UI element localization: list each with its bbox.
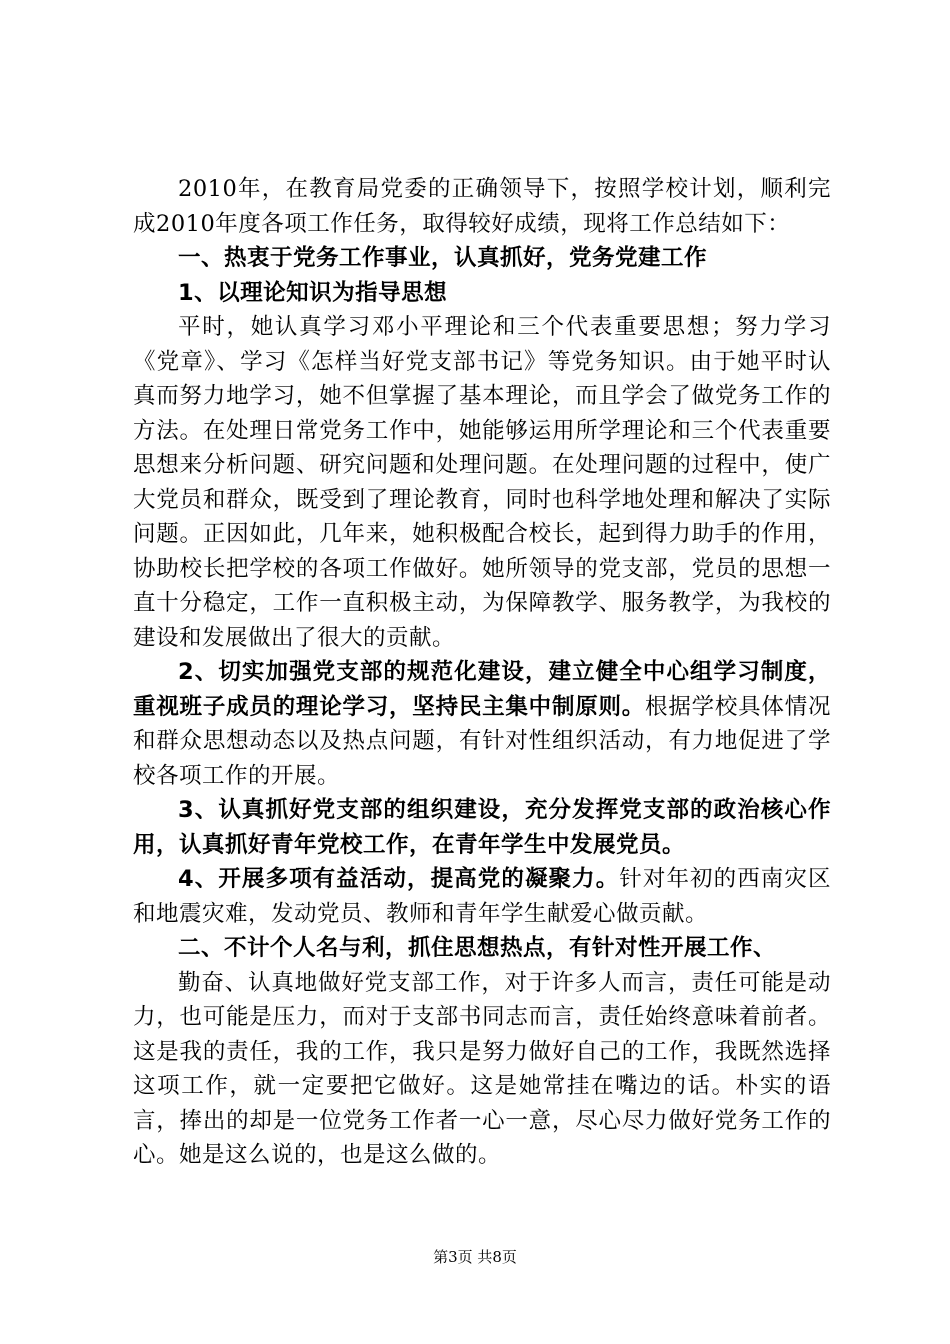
item-2-body: 根据学校具体情况和群众思想动态以及热点问题，有针对性组织活动，有力地促进了学校各项工作的开展。: [133, 693, 831, 789]
section-2-heading: 二、不计个人名与利，抓住思想热点，有针对性开展工作、: [178, 935, 777, 961]
document-body: [133, 172, 831, 1173]
item-3-bold-lead: 3、认真抓好党支部的组织建设，充分发挥党支部的政治核心作用，认真抓好青年党校工作，在青年学生中发展党员。: [133, 797, 831, 858]
item-1-heading: 1、以理论知识为指导思想: [178, 279, 448, 306]
section-1-heading: 一、热衷于党务工作事业，认真抓好，党务党建工作: [178, 245, 708, 271]
page-footer: 第3页 共8页: [433, 1248, 517, 1266]
intro-paragraph: 2010年，在教育局党委的正确领导下，按照学校计划，顺利完成2010年度各项工作任务，取得较好成绩，现将工作总结如下：: [133, 176, 831, 237]
item-2-bold-lead: 2、切实加强党支部的规范化建设，建立健全中心组学习制度，重视班子成员的理论学习，坚持民主集中制原则。: [133, 659, 831, 720]
item-1-paragraph: 平时，她认真学习邓小平理论和三个代表重要思想；努力学习《党章》、学习《怎样当好党支部书记》等党务知识。由于她平时认真而努力地学习，她不但掌握了基本理论，而且学会了做党务工作的方法。在处理日常党务工作中，她能够运用所学理论和三个代表重要思想来分析问题、研究问题和处理问题。在处理问题的过程中，使广大党员和群众，既受到了理论教育，同时也科学地处理和解决了实际问题。正因如此，几年来，她积极配合校长，起到得力助手的作用，协助校长把学校的各项工作做好。她所领导的党支部，党员的思想一直十分稳定，工作一直积极主动，为保障教学、服务教学，为我校的建设和发展做出了很大的贡献。: [133, 314, 831, 651]
section-2-paragraph: 勤奋、认真地做好党支部工作，对于许多人而言，责任可能是动力，也可能是压力，而对于支部书同志而言，责任始终意味着前者。这是我的责任，我的工作，我只是努力做好自己的工作，我既然选择这项工作，就一定要把它做好。这是她常挂在嘴边的话。朴实的语言，捧出的却是一位党务工作者一心一意，尽心尽力做好党务工作的心。她是这么说的，也是这么做的。: [133, 969, 831, 1168]
item-4-paragraph: [133, 862, 831, 931]
item-3-paragraph: [133, 793, 831, 862]
item-2-paragraph: [133, 655, 831, 793]
item-4-body: 针对年初的西南灾区和地震灾难，发动党员、教师和青年学生献爱心做贡献。: [133, 866, 831, 927]
item-4-bold-lead: 4、开展多项有益活动，提高党的凝聚力。: [178, 866, 620, 892]
